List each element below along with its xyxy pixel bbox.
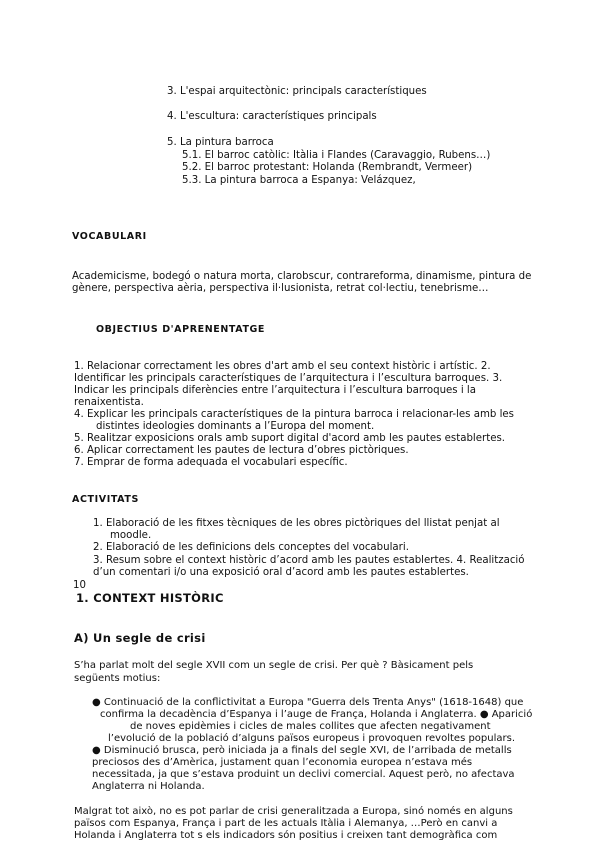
closing-line: països com Espanya, França i part de les actuals Itàlia i Alemanya, …Però en canvi a <box>74 818 498 829</box>
activitats-line: 3. Resum sobre el context històric d’acord amb les pautes establertes. 4. Realització <box>93 555 525 566</box>
intro-line: S’ha parlat molt del segle XVII com un segle de crisi. Per què ? Bàsicament pels <box>74 660 474 671</box>
subsection-heading: A) Un segle de crisi <box>74 631 206 645</box>
closing-line: Malgrat tot això, no es pot parlar de crisi generalitzada a Europa, sinó només en alguns <box>74 806 513 817</box>
bullet-line: ● Continuació de la conflictivitat a Europa "Guerra dels Trenta Anys" (1618-1648) que <box>92 697 524 708</box>
bullet-line: preciosos des d’Amèrica, justament quan l’economia europea n’estava més <box>92 757 473 768</box>
intro-line: següents motius: <box>74 673 161 684</box>
vocabulari-line: Academicisme, bodegó o natura morta, clarobscur, contrareforma, dinamisme, pintura de <box>72 271 532 282</box>
objectius-line: Identificar les principals característiques de l’arquitectura i l’escultura barroques. 3. <box>74 373 503 384</box>
section-heading: 1. CONTEXT HISTÒRIC <box>76 591 224 605</box>
outline-subitem-5-2: 5.2. El barroc protestant: Holanda (Rembrandt, Vermeer) <box>182 162 473 173</box>
outline-item-4: 4. L'escultura: característiques principals <box>167 111 377 122</box>
objectius-line: 1. Relacionar correctament les obres d'art amb el seu context històric i artístic. 2. <box>74 361 491 372</box>
bullet-line: de noves epidèmies i cicles de males collites que afecten negativament <box>130 721 491 732</box>
activitats-line: moodle. <box>110 530 152 541</box>
objectius-heading: OBJECTIUS D'APRENENTATGE <box>96 324 266 335</box>
objectius-line: Indicar les principals diferències entre l’arquitectura i l’escultura barroques i la <box>74 385 476 396</box>
activitats-line: 1. Elaboració de les fitxes tècniques de les obres pictòriques del llistat penjat al <box>93 518 500 529</box>
outline-item-5: 5. La pintura barroca <box>167 137 274 148</box>
closing-line: Holanda i Anglaterra tot s els indicadors són positius i creixen tant demogràfica com <box>74 830 498 841</box>
objectius-line: 5. Realitzar exposicions orals amb suport digital d'acord amb les pautes establertes. <box>74 433 506 444</box>
objectius-line: 6. Aplicar correctament les pautes de lectura d’obres pictòriques. <box>74 445 409 456</box>
vocabulari-line: gènere, perspectiva aèria, perspectiva il·lusionista, retrat col·lectiu, tenebrisme… <box>72 283 489 294</box>
objectius-line: 4. Explicar les principals característiques de la pintura barroca i relacionar-les amb les <box>74 409 514 420</box>
bullet-line: Anglaterra ni Holanda. <box>92 781 205 792</box>
bullet-line: l’evolució de la població d’alguns països europeus i provoquen revoltes populars. <box>108 733 516 744</box>
bullet-line: ● Disminució brusca, però iniciada ja a finals del segle XVI, de l’arribada de metalls <box>92 745 512 756</box>
bullet-line: confirma la decadència d’Espanya i l’auge de França, Holanda i Anglaterra. ● Aparició <box>100 709 533 720</box>
objectius-line: distintes ideologies dominants a l’Europa del moment. <box>96 421 375 432</box>
activitats-heading: ACTIVITATS <box>72 494 139 505</box>
bullet-line: necessitada, ja que s’estava produint un declivi comercial. Aquest però, no afectava <box>92 769 515 780</box>
activitats-line: d’un comentari i/o una exposició oral d’acord amb les pautes establertes. <box>93 567 469 578</box>
outline-item-3: 3. L'espai arquitectònic: principals característiques <box>167 86 427 97</box>
page-number: 10 <box>73 580 86 591</box>
outline-subitem-5-1: 5.1. El barroc catòlic: Itàlia i Flandes (Caravaggio, Rubens…) <box>182 150 491 161</box>
activitats-line: 2. Elaboració de les definicions dels conceptes del vocabulari. <box>93 542 409 553</box>
vocabulari-heading: VOCABULARI <box>72 231 147 242</box>
objectius-line: renaixentista. <box>74 397 144 408</box>
objectius-line: 7. Emprar de forma adequada el vocabulari específic. <box>74 457 348 468</box>
outline-subitem-5-3: 5.3. La pintura barroca a Espanya: Velázquez, <box>182 175 416 186</box>
